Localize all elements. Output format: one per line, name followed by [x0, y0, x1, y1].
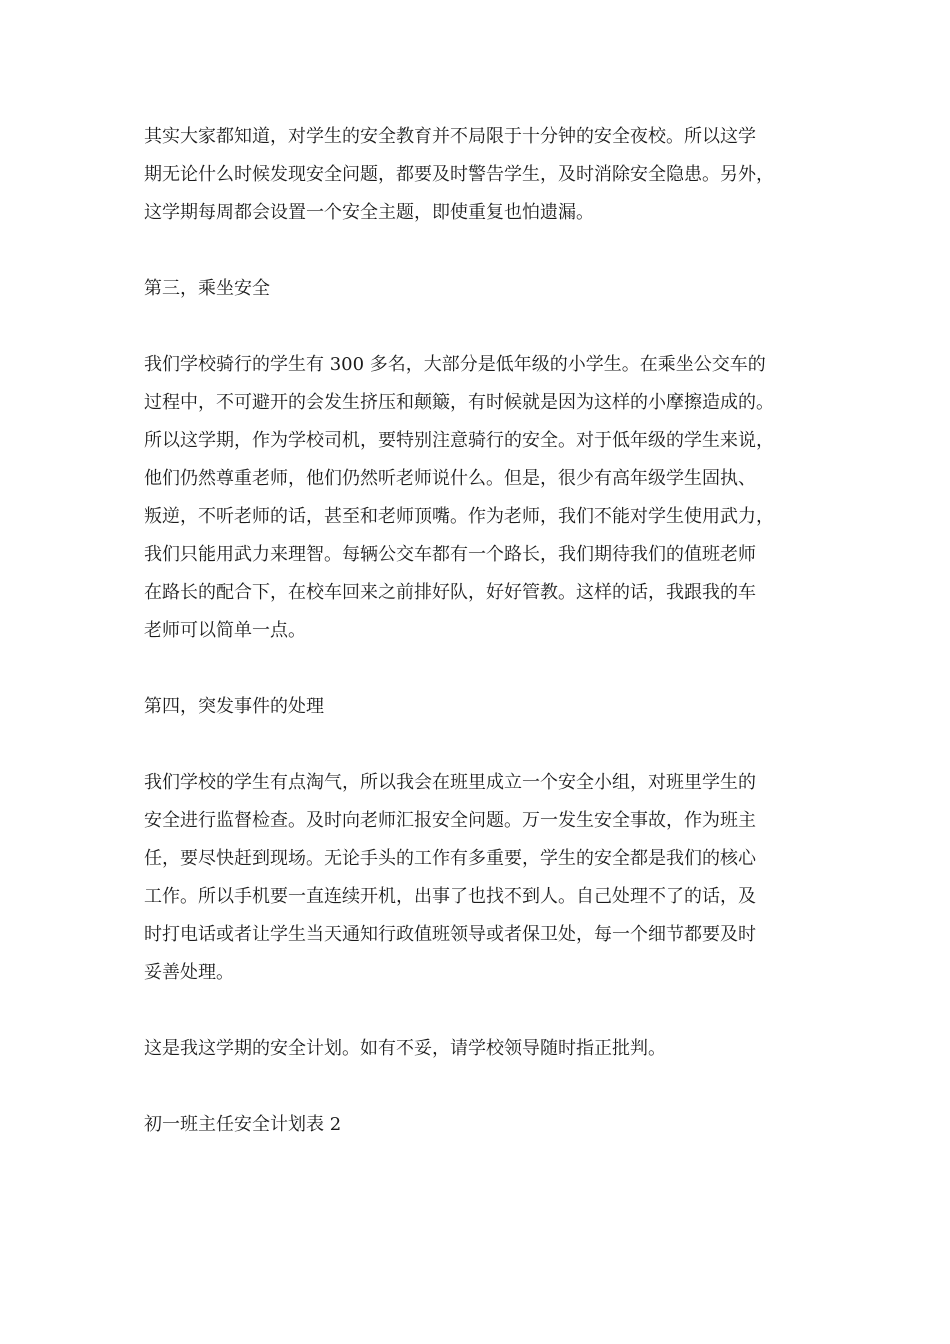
- text-line: 过程中，不可避开的会发生挤压和颠簸，有时候就是因为这样的小摩擦造成的。: [144, 392, 774, 413]
- section-heading-fourth: [144, 688, 814, 726]
- text-line: 我们学校的学生有点淘气，所以我会在班里成立一个安全小组，对班里学生的: [144, 772, 756, 793]
- section-heading-third: [144, 270, 814, 308]
- paragraph-closing: [144, 1030, 814, 1068]
- section-title: 初一班主任安全计划表 2: [144, 1114, 342, 1135]
- text-line: 这学期每周都会设置一个安全主题，即使重复也怕遗漏。: [144, 202, 594, 223]
- text-line: 叛逆，不听老师的话，甚至和老师顶嘴。作为老师，我们不能对学生使用武力，: [144, 506, 774, 527]
- section-heading: 第三，乘坐安全: [144, 278, 270, 299]
- paragraph-emergency: [144, 764, 814, 992]
- text-line: 这是我这学期的安全计划。如有不妥，请学校领导随时指正批判。: [144, 1038, 666, 1059]
- text-line: 他们仍然尊重老师，他们仍然听老师说什么。但是，很少有高年级学生固执、: [144, 468, 756, 489]
- text-line: 在路长的配合下，在校车回来之前排好队，好好管教。这样的话，我跟我的车: [144, 582, 756, 603]
- text-line: 我们只能用武力来理智。每辆公交车都有一个路长，我们期待我们的值班老师: [144, 544, 756, 565]
- text-line: 安全进行监督检查。及时向老师汇报安全问题。万一发生安全事故，作为班主: [144, 810, 756, 831]
- text-line: 其实大家都知道，对学生的安全教育并不局限于十分钟的安全夜校。所以这学: [144, 126, 756, 147]
- next-section-title: [144, 1106, 814, 1144]
- paragraph-intro: [144, 118, 814, 232]
- text-line: 时打电话或者让学生当天通知行政值班领导或者保卫处，每一个细节都要及时: [144, 924, 756, 945]
- text-line: 我们学校骑行的学生有 300 多名，大部分是低年级的小学生。在乘坐公交车的: [144, 354, 766, 375]
- text-line: 所以这学期，作为学校司机，要特别注意骑行的安全。对于低年级的学生来说，: [144, 430, 774, 451]
- text-line: 期无论什么时候发现安全问题，都要及时警告学生，及时消除安全隐患。另外，: [144, 164, 774, 185]
- paragraph-riding-safety: [144, 346, 814, 650]
- text-line: 老师可以简单一点。: [144, 620, 306, 641]
- text-line: 工作。所以手机要一直连续开机，出事了也找不到人。自己处理不了的话，及: [144, 886, 756, 907]
- section-heading: 第四，突发事件的处理: [144, 696, 324, 717]
- text-line: 任，要尽快赶到现场。无论手头的工作有多重要，学生的安全都是我们的核心: [144, 848, 756, 869]
- text-line: 妥善处理。: [144, 962, 234, 983]
- document-body: [144, 118, 814, 1144]
